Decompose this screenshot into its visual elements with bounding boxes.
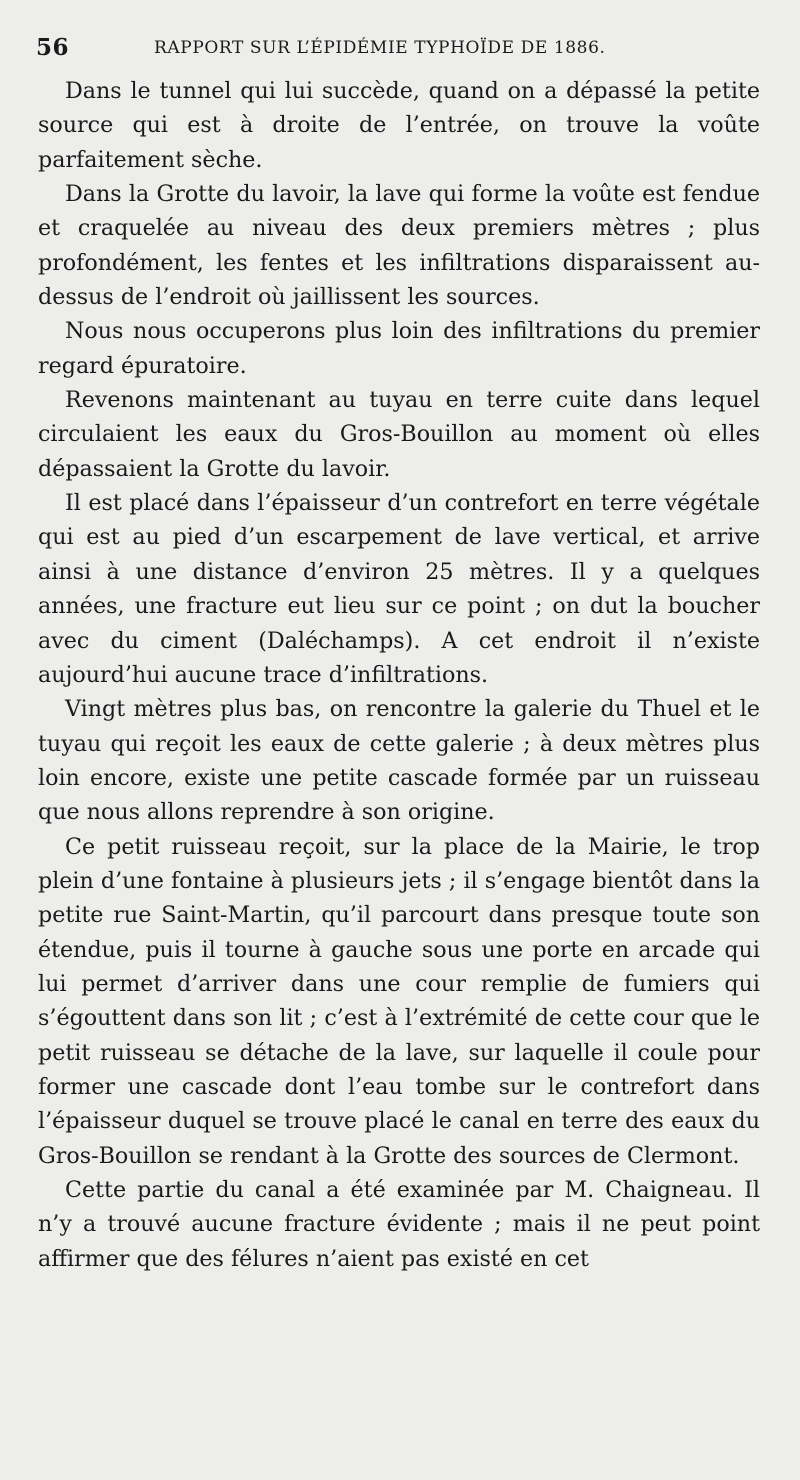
- paragraph: Vingt mètres plus bas, on rencontre la galerie du Thuel et le tuyau qui reçoit les eaux de cette galerie ; à deux mètres plus loin encore, existe une petite cascade formée par un ruisseau que nous allons reprendre à son origine.: [38, 696, 760, 826]
- paragraph: Ce petit ruisseau reçoit, sur la place de la Mairie, le trop plein d’une fontaine à plusieurs jets ; il s’engage bientôt dans la petite rue Saint-Martin, qu’il parcourt dans presque toute son étendue, puis il tourne à gauche sous une porte en arcade qui lui permet d’arriver dans une cour remplie de fumiers qui s’égouttent dans son lit ; c’est à l’extrémité de cette cour que le petit ruisseau se détache de la lave, sur laquelle il coule pour former une cascade dont l’eau tombe sur le contrefort dans l’épaisseur duquel se trouve placé le canal en terre des eaux du Gros-Bouillon se rendant à la Grotte des sources de Clermont.: [38, 833, 760, 1169]
- paragraph: Revenons maintenant au tuyau en terre cuite dans lequel circulaient les eaux du Gros-Bouillon au moment où elles dépassaient la Grotte du lavoir.: [38, 387, 760, 482]
- page-header: [36, 34, 766, 74]
- page-number: 56: [36, 34, 70, 61]
- body-text: [38, 74, 760, 1276]
- paragraph: Il est placé dans l’épaisseur d’un contrefort en terre végétale qui est au pied d’un escarpement de lave vertical, et arrive ainsi à une distance d’environ 25 mètres. Il y a quelques années, une fracture eut lieu sur ce point ; on dut la boucher avec du ciment (Daléchamps). A cet endroit il n’existe aujourd’hui aucune trace d’infiltrations.: [38, 490, 760, 688]
- running-title: RAPPORT SUR L’ÉPIDÉMIE TYPHOÏDE DE 1886.: [154, 38, 606, 58]
- paragraph: Dans le tunnel qui lui succède, quand on a dépassé la petite source qui est à droite de l’entrée, on trouve la voûte parfaitement sèche.: [38, 78, 760, 173]
- paragraph: Dans la Grotte du lavoir, la lave qui forme la voûte est fendue et craquelée au niveau des deux premiers mètres ; plus profondément, les fentes et les infiltrations disparaissent au-dessus de l’endroit où jaillissent les sources.: [38, 181, 760, 311]
- paragraph: Cette partie du canal a été examinée par M. Chaigneau. Il n’y a trouvé aucune fracture évidente ; mais il ne peut point affirmer que des félures n’aient pas existé en cet: [38, 1177, 760, 1272]
- paragraph: Nous nous occuperons plus loin des infiltrations du premier regard épuratoire.: [38, 318, 760, 379]
